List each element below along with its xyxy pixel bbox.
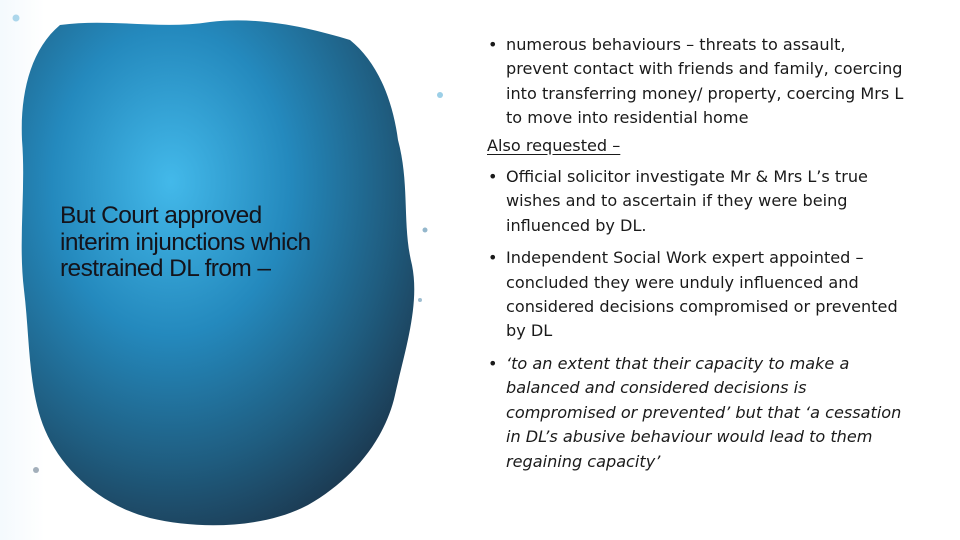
bullet-icon: •	[488, 353, 498, 373]
bullet-icon: •	[488, 167, 498, 187]
list-item	[487, 33, 907, 131]
bullet-icon: •	[488, 248, 498, 268]
quote-text: ‘to an extent that their capacity to make a balanced and considered decisions is compromised or prevented’ but that ‘a cessation in DL’s abusive behaviour would lead to them regaining capacity’	[506, 353, 902, 471]
list-item	[487, 352, 907, 474]
slide-title: But Court approved interim injunctions which restrained DL from –	[60, 202, 311, 282]
also-requested-heading: Also requested –	[487, 135, 621, 155]
bullet-icon: •	[488, 35, 498, 54]
bullet-text: Independent Social Work expert appointed – concluded they were unduly influenced and considered decisions compromised or prevented by DL	[506, 248, 898, 341]
content-list	[487, 33, 907, 474]
list-item	[487, 246, 907, 344]
bullet-text: numerous behaviours – threats to assault, prevent contact with friends and family, coercing into transferring money/ property, coercing Mrs L to move into residential home	[506, 35, 904, 128]
list-item	[487, 165, 907, 238]
bullet-text: Official solicitor investigate Mr & Mrs L’s true wishes and to ascertain if they were being influenced by DL.	[506, 167, 868, 235]
